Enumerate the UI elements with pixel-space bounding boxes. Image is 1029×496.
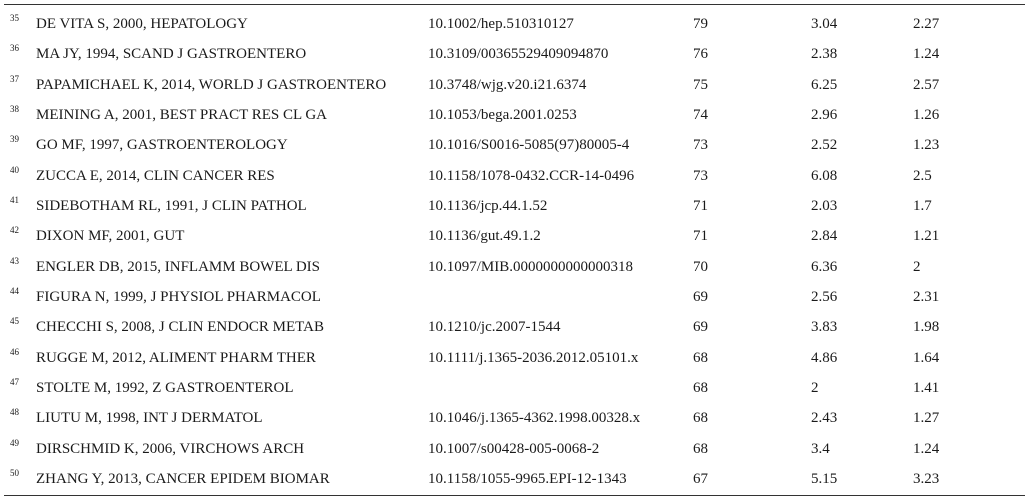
doi-cell: 10.1046/j.1365-4362.1998.00328.x	[428, 410, 641, 427]
normalized-citations-cell: 2.5	[913, 167, 932, 184]
doi-cell: 10.1097/MIB.0000000000000318	[428, 258, 634, 275]
doi-cell: 10.3748/wjg.v20.i21.6374	[428, 76, 587, 93]
table-row	[4, 248, 1025, 278]
normalized-citations-cell: 1.24	[913, 440, 940, 457]
reference-cell: MEINING A, 2001, BEST PRACT RES CL GA	[36, 107, 328, 124]
table-body	[4, 5, 1025, 495]
table-row	[4, 66, 1025, 96]
total-citations-cell: 73	[693, 167, 708, 184]
normalized-citations-cell: 3.23	[913, 471, 940, 488]
citations-per-year-cell: 6.08	[811, 167, 838, 184]
total-citations-cell: 68	[693, 440, 708, 457]
row-rank: 43	[10, 255, 19, 266]
row-rank: 41	[10, 195, 19, 206]
table-bottom-rule	[4, 495, 1025, 496]
reference-cell: DE VITA S, 2000, HEPATOLOGY	[36, 16, 248, 32]
total-citations-cell: 70	[693, 258, 708, 275]
normalized-citations-cell: 1.24	[913, 46, 940, 63]
doi-cell: 10.1007/s00428-005-0068-2	[428, 440, 600, 457]
normalized-citations-cell: 2.57	[913, 76, 940, 93]
reference-cell: SIDEBOTHAM RL, 1991, J CLIN PATHOL	[36, 198, 307, 215]
citations-per-year-cell: 2.38	[811, 46, 838, 63]
total-citations-cell: 71	[693, 198, 708, 215]
citations-per-year-cell: 3.83	[811, 319, 838, 336]
citations-table	[4, 4, 1025, 496]
total-citations-cell: 73	[693, 137, 708, 154]
row-rank: 38	[10, 104, 19, 115]
doi-cell: 10.1136/jcp.44.1.52	[428, 198, 548, 215]
reference-cell: MA JY, 1994, SCAND J GASTROENTERO	[36, 46, 307, 63]
doi-cell: 10.1111/j.1365-2036.2012.05101.x	[428, 349, 639, 366]
total-citations-cell: 67	[693, 471, 708, 488]
table-row	[4, 217, 1025, 247]
citations-per-year-cell: 3.4	[811, 440, 830, 457]
citations-per-year-cell: 4.86	[811, 349, 838, 366]
total-citations-cell: 69	[693, 319, 708, 336]
citations-per-year-cell: 6.36	[811, 258, 838, 275]
citations-per-year-cell: 6.25	[811, 76, 838, 93]
normalized-citations-cell: 1.21	[913, 228, 940, 245]
normalized-citations-cell: 2	[913, 258, 921, 275]
doi-cell: 10.1158/1055-9965.EPI-12-1343	[428, 471, 627, 488]
row-rank: 46	[10, 346, 19, 357]
citations-per-year-cell: 2.43	[811, 410, 838, 427]
reference-cell: CHECCHI S, 2008, J CLIN ENDOCR METAB	[36, 319, 324, 336]
normalized-citations-cell: 1.64	[913, 349, 940, 366]
table-row	[4, 339, 1025, 369]
doi-cell: 10.1136/gut.49.1.2	[428, 228, 541, 245]
citations-per-year-cell: 2.56	[811, 289, 838, 306]
reference-cell: ZHANG Y, 2013, CANCER EPIDEM BIOMAR	[36, 471, 330, 488]
table-row	[4, 96, 1025, 126]
total-citations-cell: 79	[693, 16, 708, 32]
total-citations-cell: 68	[693, 380, 708, 397]
normalized-citations-cell: 2.27	[913, 16, 940, 32]
reference-cell: DIXON MF, 2001, GUT	[36, 228, 185, 245]
reference-cell: RUGGE M, 2012, ALIMENT PHARM THER	[36, 349, 316, 366]
row-rank: 35	[10, 13, 19, 23]
reference-cell: GO MF, 1997, GASTROENTEROLOGY	[36, 137, 288, 154]
table-row	[4, 187, 1025, 217]
doi-cell: 10.1016/S0016-5085(97)80005-4	[428, 137, 630, 154]
reference-cell: LIUTU M, 1998, INT J DERMATOL	[36, 410, 263, 427]
doi-cell: 10.3109/00365529409094870	[428, 46, 609, 63]
normalized-citations-cell: 1.23	[913, 137, 940, 154]
citations-per-year-cell: 2.03	[811, 198, 838, 215]
table-row	[4, 399, 1025, 429]
total-citations-cell: 71	[693, 228, 708, 245]
citations-per-year-cell: 2.84	[811, 228, 838, 245]
doi-cell: 10.1210/jc.2007-1544	[428, 319, 561, 336]
total-citations-cell: 74	[693, 107, 708, 124]
row-rank: 36	[10, 43, 19, 54]
row-rank: 44	[10, 286, 19, 297]
table-row	[4, 430, 1025, 460]
total-citations-cell: 68	[693, 410, 708, 427]
normalized-citations-cell: 1.7	[913, 198, 932, 215]
table-row	[4, 278, 1025, 308]
citations-per-year-cell: 5.15	[811, 471, 838, 488]
citations-per-year-cell: 2.52	[811, 137, 838, 154]
table-row	[4, 369, 1025, 399]
reference-cell: ENGLER DB, 2015, INFLAMM BOWEL DIS	[36, 258, 321, 275]
normalized-citations-cell: 2.31	[913, 289, 940, 306]
table-row	[4, 35, 1025, 65]
table-row	[4, 157, 1025, 187]
row-rank: 37	[10, 73, 19, 84]
citations-per-year-cell: 3.04	[811, 16, 838, 32]
reference-cell: PAPAMICHAEL K, 2014, WORLD J GASTROENTERO	[36, 76, 387, 93]
doi-cell: 10.1002/hep.510310127	[428, 16, 574, 32]
row-rank: 50	[10, 468, 19, 479]
doi-cell: 10.1158/1078-0432.CCR-14-0496	[428, 167, 635, 184]
normalized-citations-cell: 1.98	[913, 319, 940, 336]
table-row	[4, 308, 1025, 338]
total-citations-cell: 75	[693, 76, 708, 93]
row-rank: 47	[10, 377, 19, 388]
row-rank: 39	[10, 134, 19, 145]
reference-cell: STOLTE M, 1992, Z GASTROENTEROL	[36, 380, 294, 397]
normalized-citations-cell: 1.41	[913, 380, 940, 397]
normalized-citations-cell: 1.27	[913, 410, 940, 427]
total-citations-cell: 68	[693, 349, 708, 366]
normalized-citations-cell: 1.26	[913, 107, 940, 124]
reference-cell: ZUCCA E, 2014, CLIN CANCER RES	[36, 167, 275, 184]
total-citations-cell: 69	[693, 289, 708, 306]
row-rank: 40	[10, 164, 19, 175]
row-rank: 45	[10, 316, 19, 327]
reference-cell: DIRSCHMID K, 2006, VIRCHOWS ARCH	[36, 440, 305, 457]
row-rank: 48	[10, 407, 19, 418]
row-rank: 42	[10, 225, 19, 236]
citations-per-year-cell: 2	[811, 380, 819, 397]
total-citations-cell: 76	[693, 46, 708, 63]
table-row	[4, 126, 1025, 156]
reference-cell: FIGURA N, 1999, J PHYSIOL PHARMACOL	[36, 289, 321, 306]
row-rank: 49	[10, 437, 19, 448]
table-row	[4, 460, 1025, 490]
doi-cell: 10.1053/bega.2001.0253	[428, 107, 577, 124]
table-row	[4, 5, 1025, 35]
citations-per-year-cell: 2.96	[811, 107, 838, 124]
